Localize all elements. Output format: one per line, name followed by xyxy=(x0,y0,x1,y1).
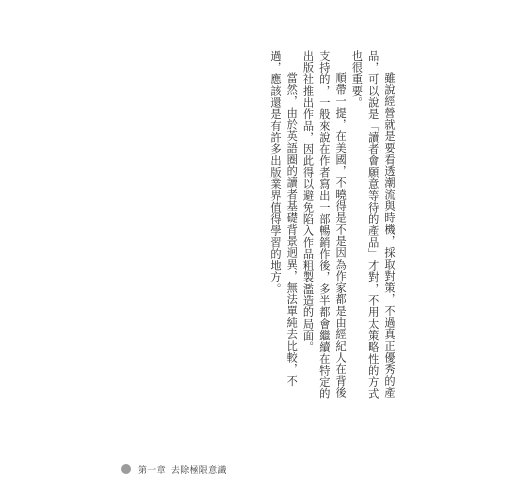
paragraph-1: 雖說經營就是要看透潮流與時機，採取對策，不過真正優秀的產品，可以說是「讀者會願意等待的產品」才對，不用太策略性的方式也很重要。 xyxy=(350,50,396,400)
page-footer xyxy=(121,462,227,476)
chapter-number: 第一章 xyxy=(138,465,166,476)
paragraph-3: 當然，由於英語圈的讀者基礎背景迥異，無法單純去比較，不過，應該還是有許多出版業界值得學習的地方。 xyxy=(268,50,299,387)
page-marker-circle-icon xyxy=(121,464,131,474)
chapter-title: 去除極限意識 xyxy=(170,465,227,476)
vertical-body-text xyxy=(267,50,397,400)
paragraph-2: 順帶一提，在美國，不曉得是不是因為作家都是由經紀人在背後支持的，一般來說在作者寫出一部暢銷作後，多半都會繼續在特定的出版社推出作品，因此得以避免陷入作品粗製濫造的局面。 xyxy=(301,50,348,400)
